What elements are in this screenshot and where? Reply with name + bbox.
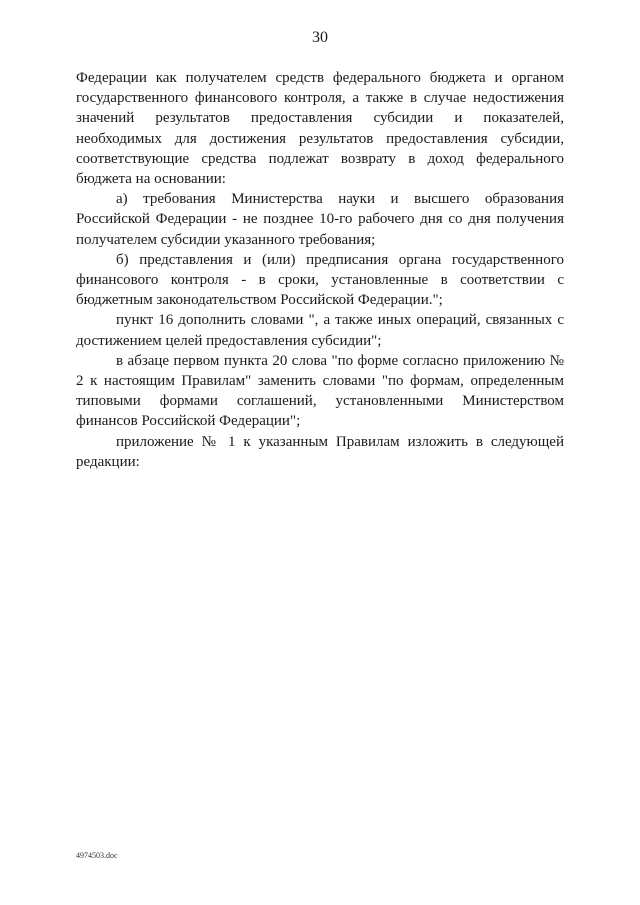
paragraph: пункт 16 дополнить словами ", а также иных операций, связанных с достижением целей предоставления субсидии"; — [76, 312, 564, 349]
paragraph: б) представления и (или) предписания органа государственного финансового контроля - в сроки, установленные в соответствии с бюджетным законодательством Российской Федерации."; — [76, 251, 564, 309]
page-number: 30 — [312, 29, 328, 46]
document-body — [76, 68, 564, 472]
paragraph: а) требования Министерства науки и высшего образования Российской Федерации - не позднее 10-го рабочего дня со дня получения получателем субсидии указанного требования; — [76, 191, 564, 248]
paragraph: приложение № 1 к указанным Правилам изложить в следующей редакции: — [76, 433, 564, 470]
paragraph: Федерации как получателем средств федерального бюджета и органом государственного финансового контроля, а также в случае недостижения значений результатов предоставления субсидии и показателей, необходимых для достижения результатов предоставления субсидии, соответствующие средства подлежат возврату в доход федерального бюджета на основании: — [76, 70, 564, 188]
paragraph: в абзаце первом пункта 20 слова "по форме согласно приложению № 2 к настоящим Правилам" заменить словами "по формам, определенным типовыми формами соглашений, установленными Министерством финансов Российской Федерации"; — [76, 352, 564, 430]
footer-document-code: 4974503.doc — [76, 851, 118, 860]
